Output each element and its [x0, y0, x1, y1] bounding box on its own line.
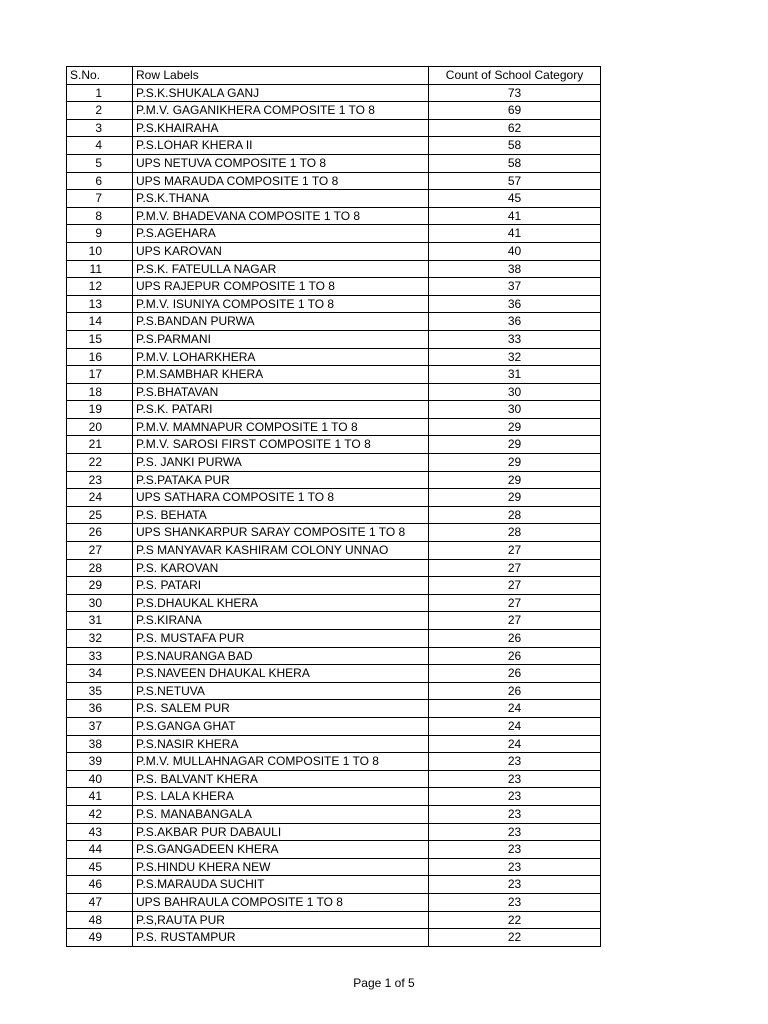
cell-row-label: P.S.K.SHUKALA GANJ: [133, 84, 429, 102]
cell-count: 40: [429, 242, 601, 260]
cell-row-label: P.S.BANDAN PURWA: [133, 313, 429, 331]
school-category-table: [66, 66, 601, 947]
table-row: [67, 242, 601, 260]
table-row: [67, 154, 601, 172]
cell-sno: 25: [67, 506, 133, 524]
cell-sno: 13: [67, 295, 133, 313]
cell-count: 58: [429, 137, 601, 155]
cell-count: 28: [429, 524, 601, 542]
table-row: [67, 84, 601, 102]
table-row: [67, 348, 601, 366]
cell-count: 26: [429, 665, 601, 683]
cell-row-label: P.S.GANGADEEN KHERA: [133, 841, 429, 859]
cell-row-label: P.S. PATARI: [133, 577, 429, 595]
table-row: [67, 313, 601, 331]
table-row: [67, 823, 601, 841]
cell-row-label: P.S.PATAKA PUR: [133, 471, 429, 489]
cell-count: 45: [429, 190, 601, 208]
cell-count: 32: [429, 348, 601, 366]
cell-count: 29: [429, 489, 601, 507]
cell-count: 29: [429, 418, 601, 436]
table-row: [67, 137, 601, 155]
cell-sno: 41: [67, 788, 133, 806]
cell-row-label: P.S MANYAVAR KASHIRAM COLONY UNNAO: [133, 542, 429, 560]
cell-sno: 4: [67, 137, 133, 155]
cell-row-label: P.S.BHATAVAN: [133, 383, 429, 401]
cell-row-label: UPS KAROVAN: [133, 242, 429, 260]
cell-sno: 12: [67, 278, 133, 296]
cell-sno: 35: [67, 682, 133, 700]
cell-row-label: UPS SHANKARPUR SARAY COMPOSITE 1 TO 8: [133, 524, 429, 542]
cell-row-label: P.S. SALEM PUR: [133, 700, 429, 718]
table-row: [67, 753, 601, 771]
cell-row-label: P.S.K. FATEULLA NAGAR: [133, 260, 429, 278]
table-row: [67, 647, 601, 665]
table-row: [67, 612, 601, 630]
cell-row-label: P.S. BEHATA: [133, 506, 429, 524]
cell-row-label: P.S. RUSTAMPUR: [133, 929, 429, 947]
cell-sno: 42: [67, 805, 133, 823]
cell-count: 57: [429, 172, 601, 190]
table-row: [67, 559, 601, 577]
cell-row-label: UPS BAHRAULA COMPOSITE 1 TO 8: [133, 893, 429, 911]
cell-row-label: P.S.HINDU KHERA NEW: [133, 858, 429, 876]
table-row: [67, 841, 601, 859]
cell-count: 23: [429, 841, 601, 859]
table-row: [67, 278, 601, 296]
cell-sno: 20: [67, 418, 133, 436]
cell-row-label: P.S. LALA KHERA: [133, 788, 429, 806]
table-row: [67, 893, 601, 911]
cell-count: 22: [429, 911, 601, 929]
cell-sno: 15: [67, 330, 133, 348]
cell-row-label: P.S. JANKI PURWA: [133, 454, 429, 472]
cell-count: 62: [429, 119, 601, 137]
cell-sno: 38: [67, 735, 133, 753]
cell-count: 23: [429, 805, 601, 823]
cell-sno: 33: [67, 647, 133, 665]
cell-sno: 44: [67, 841, 133, 859]
cell-sno: 18: [67, 383, 133, 401]
cell-row-label: P.S.NAVEEN DHAUKAL KHERA: [133, 665, 429, 683]
cell-sno: 32: [67, 630, 133, 648]
cell-sno: 43: [67, 823, 133, 841]
table-row: [67, 207, 601, 225]
cell-count: 29: [429, 454, 601, 472]
cell-sno: 14: [67, 313, 133, 331]
cell-sno: 3: [67, 119, 133, 137]
table-row: [67, 788, 601, 806]
cell-count: 30: [429, 401, 601, 419]
table-row: [67, 665, 601, 683]
cell-sno: 5: [67, 154, 133, 172]
school-category-table-container: [66, 66, 601, 947]
cell-row-label: P.S.NETUVA: [133, 682, 429, 700]
cell-row-label: P.M.V. MULLAHNAGAR COMPOSITE 1 TO 8: [133, 753, 429, 771]
cell-count: 23: [429, 770, 601, 788]
cell-count: 26: [429, 682, 601, 700]
cell-sno: 16: [67, 348, 133, 366]
cell-count: 31: [429, 366, 601, 384]
cell-count: 30: [429, 383, 601, 401]
cell-count: 23: [429, 893, 601, 911]
cell-sno: 30: [67, 594, 133, 612]
cell-count: 58: [429, 154, 601, 172]
cell-row-label: P.S. KAROVAN: [133, 559, 429, 577]
cell-row-label: P.M.V. SAROSI FIRST COMPOSITE 1 TO 8: [133, 436, 429, 454]
cell-sno: 37: [67, 717, 133, 735]
table-row: [67, 454, 601, 472]
cell-sno: 29: [67, 577, 133, 595]
cell-row-label: P.S,RAUTA PUR: [133, 911, 429, 929]
cell-sno: 23: [67, 471, 133, 489]
cell-count: 27: [429, 577, 601, 595]
cell-count: 24: [429, 717, 601, 735]
table-row: [67, 524, 601, 542]
cell-sno: 8: [67, 207, 133, 225]
cell-sno: 34: [67, 665, 133, 683]
cell-sno: 7: [67, 190, 133, 208]
cell-row-label: UPS MARAUDA COMPOSITE 1 TO 8: [133, 172, 429, 190]
table-row: [67, 190, 601, 208]
cell-row-label: UPS NETUVA COMPOSITE 1 TO 8: [133, 154, 429, 172]
table-row: [67, 401, 601, 419]
table-row: [67, 471, 601, 489]
cell-sno: 22: [67, 454, 133, 472]
cell-row-label: P.S.AKBAR PUR DABAULI: [133, 823, 429, 841]
cell-sno: 48: [67, 911, 133, 929]
cell-row-label: P.M.V. BHADEVANA COMPOSITE 1 TO 8: [133, 207, 429, 225]
cell-sno: 28: [67, 559, 133, 577]
table-row: [67, 682, 601, 700]
cell-row-label: P.M.V. ISUNIYA COMPOSITE 1 TO 8: [133, 295, 429, 313]
cell-count: 23: [429, 823, 601, 841]
cell-row-label: P.M.V. LOHARKHERA: [133, 348, 429, 366]
cell-sno: 9: [67, 225, 133, 243]
cell-count: 37: [429, 278, 601, 296]
cell-row-label: P.S.MARAUDA SUCHIT: [133, 876, 429, 894]
table-row: [67, 506, 601, 524]
cell-count: 27: [429, 559, 601, 577]
cell-count: 41: [429, 225, 601, 243]
table-header-row: [67, 67, 601, 85]
cell-row-label: P.S. BALVANT KHERA: [133, 770, 429, 788]
cell-sno: 46: [67, 876, 133, 894]
cell-count: 27: [429, 612, 601, 630]
cell-sno: 40: [67, 770, 133, 788]
cell-count: 24: [429, 735, 601, 753]
cell-sno: 2: [67, 102, 133, 120]
cell-count: 27: [429, 594, 601, 612]
cell-count: 23: [429, 858, 601, 876]
table-row: [67, 225, 601, 243]
cell-sno: 26: [67, 524, 133, 542]
table-row: [67, 577, 601, 595]
cell-row-label: P.M.V. GAGANIKHERA COMPOSITE 1 TO 8: [133, 102, 429, 120]
cell-sno: 27: [67, 542, 133, 560]
cell-count: 29: [429, 436, 601, 454]
table-row: [67, 858, 601, 876]
cell-sno: 1: [67, 84, 133, 102]
table-row: [67, 489, 601, 507]
cell-row-label: P.S.DHAUKAL KHERA: [133, 594, 429, 612]
cell-row-label: P.S.KIRANA: [133, 612, 429, 630]
cell-sno: 31: [67, 612, 133, 630]
table-row: [67, 542, 601, 560]
page-number: Page 1 of 5: [353, 976, 415, 990]
table-row: [67, 911, 601, 929]
table-row: [67, 102, 601, 120]
cell-row-label: P.S. MUSTAFA PUR: [133, 630, 429, 648]
table-row: [67, 172, 601, 190]
cell-count: 28: [429, 506, 601, 524]
table-row: [67, 260, 601, 278]
cell-count: 73: [429, 84, 601, 102]
cell-count: 29: [429, 471, 601, 489]
cell-count: 22: [429, 929, 601, 947]
cell-row-label: P.S.AGEHARA: [133, 225, 429, 243]
cell-row-label: P.S.K. PATARI: [133, 401, 429, 419]
cell-count: 26: [429, 630, 601, 648]
cell-sno: 36: [67, 700, 133, 718]
cell-count: 27: [429, 542, 601, 560]
cell-count: 41: [429, 207, 601, 225]
cell-count: 23: [429, 753, 601, 771]
cell-row-label: P.M.SAMBHAR KHERA: [133, 366, 429, 384]
table-row: [67, 700, 601, 718]
table-row: [67, 770, 601, 788]
cell-row-label: UPS RAJEPUR COMPOSITE 1 TO 8: [133, 278, 429, 296]
cell-row-label: P.S.LOHAR KHERA II: [133, 137, 429, 155]
cell-row-label: P.M.V. MAMNAPUR COMPOSITE 1 TO 8: [133, 418, 429, 436]
table-row: [67, 805, 601, 823]
table-row: [67, 119, 601, 137]
table-row: [67, 383, 601, 401]
header-count: Count of School Category: [429, 67, 601, 85]
table-row: [67, 876, 601, 894]
table-row: [67, 735, 601, 753]
cell-row-label: UPS SATHARA COMPOSITE 1 TO 8: [133, 489, 429, 507]
table-row: [67, 717, 601, 735]
cell-sno: 10: [67, 242, 133, 260]
cell-row-label: P.S.PARMANI: [133, 330, 429, 348]
cell-count: 23: [429, 788, 601, 806]
cell-count: 26: [429, 647, 601, 665]
cell-count: 69: [429, 102, 601, 120]
cell-count: 38: [429, 260, 601, 278]
cell-count: 24: [429, 700, 601, 718]
table-row: [67, 366, 601, 384]
table-row: [67, 929, 601, 947]
cell-sno: 21: [67, 436, 133, 454]
header-sno: S.No.: [67, 67, 133, 85]
cell-sno: 19: [67, 401, 133, 419]
table-row: [67, 330, 601, 348]
cell-row-label: P.S.KHAIRAHA: [133, 119, 429, 137]
cell-row-label: P.S.NASIR KHERA: [133, 735, 429, 753]
cell-sno: 49: [67, 929, 133, 947]
cell-sno: 47: [67, 893, 133, 911]
cell-count: 33: [429, 330, 601, 348]
table-row: [67, 630, 601, 648]
cell-count: 36: [429, 295, 601, 313]
table-row: [67, 436, 601, 454]
cell-sno: 45: [67, 858, 133, 876]
cell-sno: 6: [67, 172, 133, 190]
cell-sno: 17: [67, 366, 133, 384]
cell-count: 23: [429, 876, 601, 894]
table-row: [67, 295, 601, 313]
cell-sno: 24: [67, 489, 133, 507]
cell-count: 36: [429, 313, 601, 331]
header-row-labels: Row Labels: [133, 67, 429, 85]
cell-row-label: P.S. MANABANGALA: [133, 805, 429, 823]
cell-sno: 11: [67, 260, 133, 278]
cell-sno: 39: [67, 753, 133, 771]
table-body: [67, 84, 601, 946]
table-row: [67, 594, 601, 612]
cell-row-label: P.S.NAURANGA BAD: [133, 647, 429, 665]
cell-row-label: P.S.K.THANA: [133, 190, 429, 208]
cell-row-label: P.S.GANGA GHAT: [133, 717, 429, 735]
table-row: [67, 418, 601, 436]
